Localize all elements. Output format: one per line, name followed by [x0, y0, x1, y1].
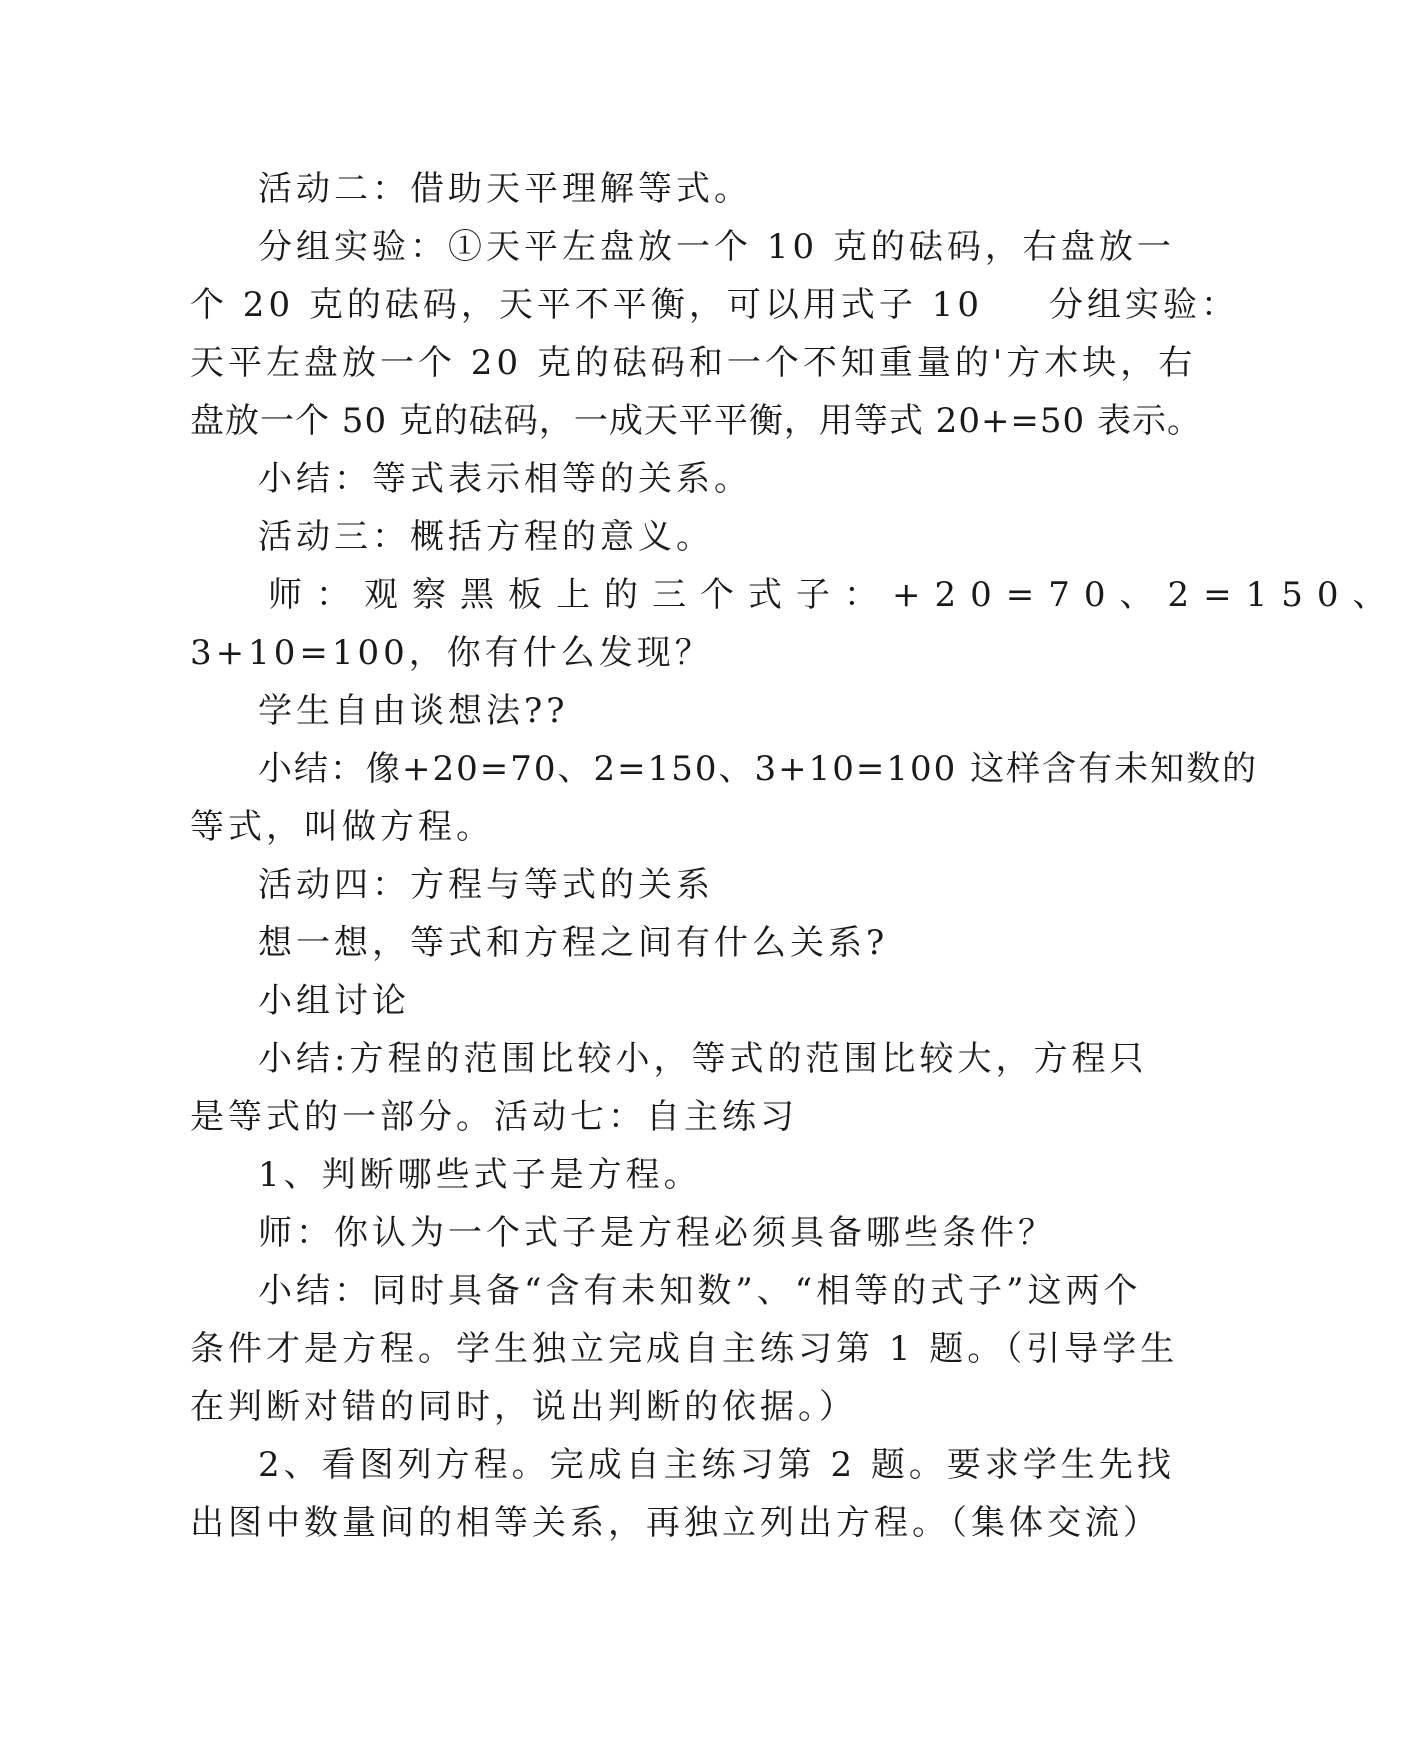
paragraph-line: [190, 276, 1239, 334]
paragraph-line: 是等式的一部分。活动七：自主练习: [190, 1097, 798, 1137]
paragraph-line: 分组实验：①天平左盘放一个 10 克的砝码，右盘放一: [258, 227, 1175, 267]
paragraph-line: 学生自由谈想法??: [258, 691, 569, 731]
paragraph-line: 活动三：概括方程的意义。: [258, 517, 714, 557]
paragraph-line: 1、判断哪些式子是方程。: [258, 1155, 702, 1195]
paragraph-line: 活动四：方程与等式的关系: [258, 865, 714, 905]
paragraph-line: 师：观察黑板上的三个式子：+20=70、2=150、: [268, 575, 1401, 615]
paragraph-line: 小组讨论: [258, 981, 410, 1021]
paragraph-line: 小结：等式表示相等的关系。: [258, 459, 752, 499]
paragraph-line: 等式，叫做方程。: [190, 807, 494, 847]
paragraph-line: 活动二：借助天平理解等式。: [258, 169, 752, 209]
paragraph-line: 在判断对错的同时，说出判断的依据。）: [190, 1387, 857, 1427]
paragraph-line: 师：你认为一个式子是方程必须具备哪些条件？: [258, 1213, 1056, 1253]
paragraph-line: 天平左盘放一个 20 克的砝码和一个不知重量的'方木块，右: [190, 343, 1197, 383]
paragraph-line: 条件才是方程。学生独立完成自主练习第 1 题。（引导学生: [190, 1329, 1179, 1369]
paragraph-line: 小结：像+20=70、2=150、3+10=100 这样含有未知数的: [258, 749, 1259, 789]
paragraph-line: 2、看图列方程。完成自主练习第 2 题。要求学生先找: [258, 1445, 1175, 1485]
paragraph-text: 分组实验：: [1048, 285, 1239, 325]
paragraph-line: 出图中数量间的相等关系，再独立列出方程。（集体交流）: [190, 1503, 1161, 1543]
paragraph-line: 小结:方程的范围比较小，等式的范围比较大，方程只: [258, 1039, 1148, 1079]
paragraph-text: 个 20 克的砝码，天平不平衡，可以用式子 10: [190, 285, 983, 325]
document-body: [190, 160, 1401, 1552]
paragraph-line: 3+10=100，你有什么发现？: [190, 633, 713, 673]
paragraph-line: 想一想，等式和方程之间有什么关系?: [258, 923, 889, 963]
paragraph-line: 盘放一个 50 克的砝码，一成天平平衡，用等式 20+=50 表示。: [190, 401, 1202, 441]
paragraph-line: 小结：同时具备“含有未知数”、“相等的式子”这两个: [258, 1271, 1142, 1311]
